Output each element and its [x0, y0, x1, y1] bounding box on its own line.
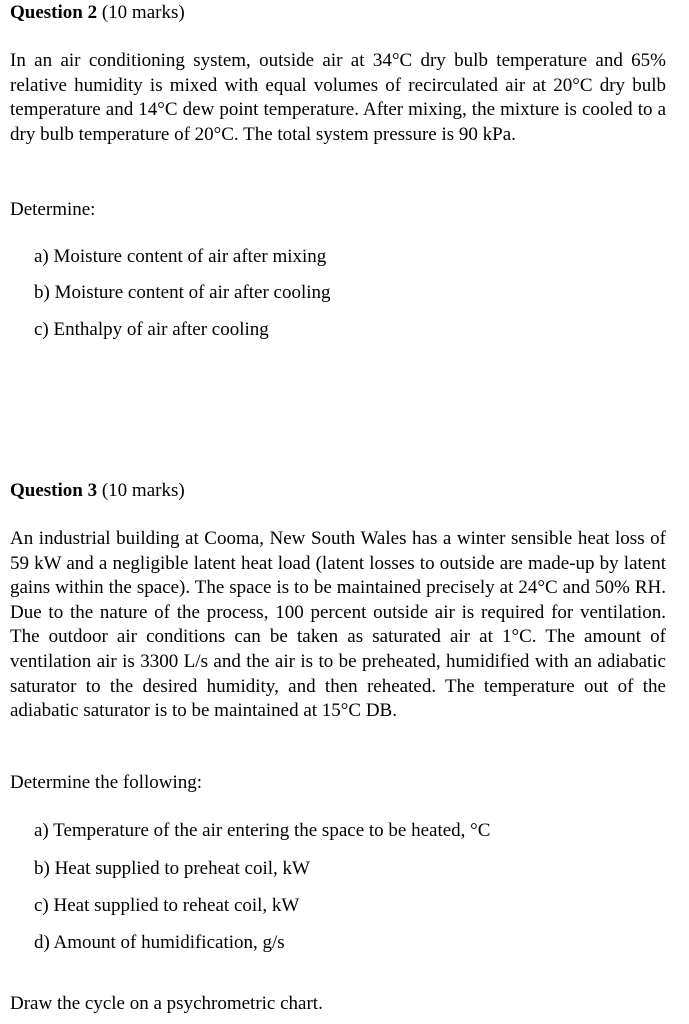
question-3-title: Question 3 — [10, 480, 98, 501]
question-2-heading — [10, 1, 185, 25]
question-2-item-a: a) Moisture content of air after mixing — [34, 246, 327, 267]
question-3-item-b: b) Heat supplied to preheat coil, kW — [34, 858, 310, 879]
question-2-body: In an air conditioning system, outside air at 34°C dry bulb temperature and 65% relative humidity is mixed with equal volumes of recirculated air at 20°C dry bulb temperature and 14°C dew point temperature. After mixing, the mixture is cooled to a dry bulb temperature of 20°C. The total system pressure is 90 kPa. — [10, 50, 666, 145]
question-2-item-c: c) Enthalpy of air after cooling — [34, 319, 269, 340]
question-2-title: Question 2 — [10, 2, 98, 23]
question-3-closing: Draw the cycle on a psychrometric chart. — [10, 993, 323, 1014]
question-3-heading — [10, 479, 185, 503]
question-3-marks: (10 marks) — [101, 480, 185, 501]
question-2-item-b: b) Moisture content of air after cooling — [34, 282, 331, 303]
question-3-item-d: d) Amount of humidification, g/s — [34, 932, 285, 953]
question-2-marks: (10 marks) — [101, 2, 185, 23]
question-3-item-c: c) Heat supplied to reheat coil, kW — [34, 895, 300, 916]
question-2-determine: Determine: — [10, 199, 96, 220]
question-3-body: An industrial building at Cooma, New South Wales has a winter sensible heat loss of 59 kW and a negligible latent heat load (latent losses to outside are made-up by latent gains within the space). The space is to be maintained precisely at 24°C and 50% RH. Due to the nature of the process, 100 percent outside air is required for ventilation. The outdoor air conditions can be taken as saturated air at 1°C. The amount of ventilation air is 3300 L/s and the air is to be preheated, humidified with an adiabatic saturator to the desired humidity, and then reheated. The temperature out of the adiabatic saturator is to be maintained at 15°C DB. — [10, 528, 666, 722]
question-3-determine: Determine the following: — [10, 772, 203, 793]
question-3-item-a: a) Temperature of the air entering the space to be heated, °C — [34, 820, 491, 841]
